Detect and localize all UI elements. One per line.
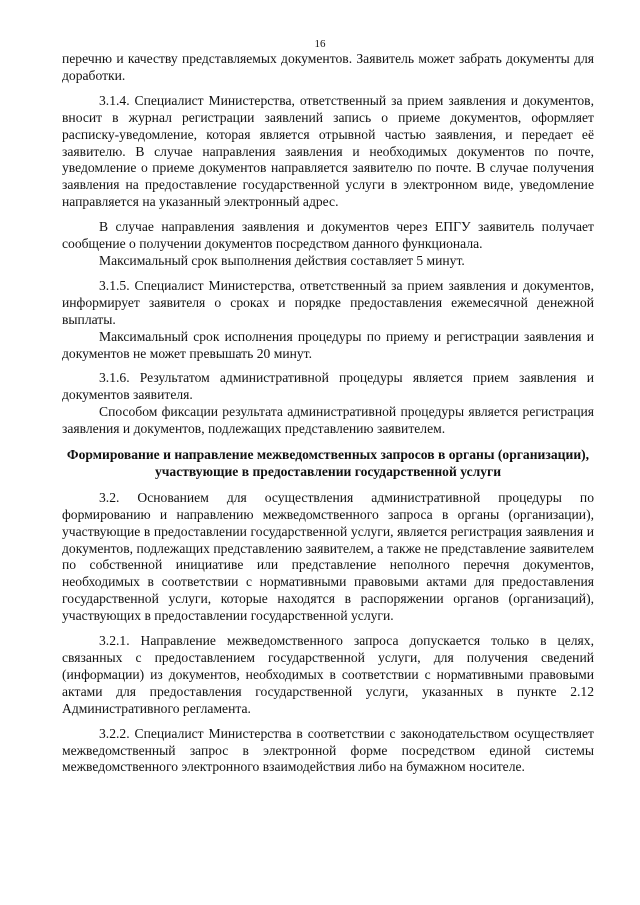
paragraph-3-2-2: 3.2.2. Специалист Министерства в соответствии с законодательством осуществляет межведомственный запрос в электронной форме посредством единой системы межведомственного электронного взаимодействия либо на бумажном носителе. bbox=[62, 725, 594, 775]
page-number: 16 bbox=[314, 38, 326, 50]
paragraph-epgu: В случае направления заявления и документов через ЕПГУ заявитель получает сообщение о получении документов посредством данного функционала. bbox=[62, 219, 594, 252]
paragraph-3-1-6: 3.1.6. Результатом административной процедуры является прием заявления и документов заявителя. bbox=[62, 370, 594, 403]
paragraph-continuation: перечню и качеству представляемых документов. Заявитель может забрать документы для доработки. bbox=[62, 51, 594, 83]
paragraph-3-2-1: 3.2.1. Направление межведомственного запроса допускается только в целях, связанных с предоставлением государственной услуги, для получения сведений (информации) из документов, необходимых в соответствии с нормативными правовыми актами для предоставления государственной услуги, указанных в пункте 2.12 Административного регламента. bbox=[62, 633, 594, 716]
paragraph-3-1-4: 3.1.4. Специалист Министерства, ответственный за прием заявления и документов, вносит в журнал регистрации заявлений запись о приеме документов, оформляет расписку-уведомление, которая является отрывной частью заявления, и передает её заявителю. В случае направления заявления и необходимых документов по почте, уведомление о приеме документов направляется заявителю по почте. В случае получения заявления на предоставление государственной услуги в электронном виде, уведомление направляется на указанный электронный адрес. bbox=[62, 92, 594, 210]
paragraph-fixation-method: Способом фиксации результата административной процедуры является регистрация заявления и документов, подлежащих представлению заявителем. bbox=[62, 404, 594, 437]
paragraph-3-1-5: 3.1.5. Специалист Министерства, ответственный за прием заявления и документов, информирует заявителя о сроках и порядке предоставления ежемесячной денежной выплаты. bbox=[62, 277, 594, 327]
paragraph-max-time-20: Максимальный срок исполнения процедуры по приему и регистрации заявления и документов не может превышать 20 минут. bbox=[62, 328, 594, 361]
section-heading: Формирование и направление межведомственных запросов в органы (организации), участвующие в предоставлении государственной услуги bbox=[66, 447, 590, 479]
paragraph-max-time-5: Максимальный срок выполнения действия составляет 5 минут. bbox=[99, 252, 465, 268]
paragraph-3-2: 3.2. Основанием для осуществления административной процедуры по формированию и направлению межведомственного запроса в органы (организации), участвующие в предоставлении государственной услуги, является регистрация заявления и документов, подлежащих представлению заявителем, а также не представление заявителем по собственной инициативе или представление неполного перечня документов, необходимых в соответствии с нормативными правовыми актами для предоставления государственной услуги, которые находятся в распоряжении органов (организаций), участвующих в предоставлении государственной услуги. bbox=[62, 489, 594, 624]
document-body bbox=[62, 51, 594, 776]
